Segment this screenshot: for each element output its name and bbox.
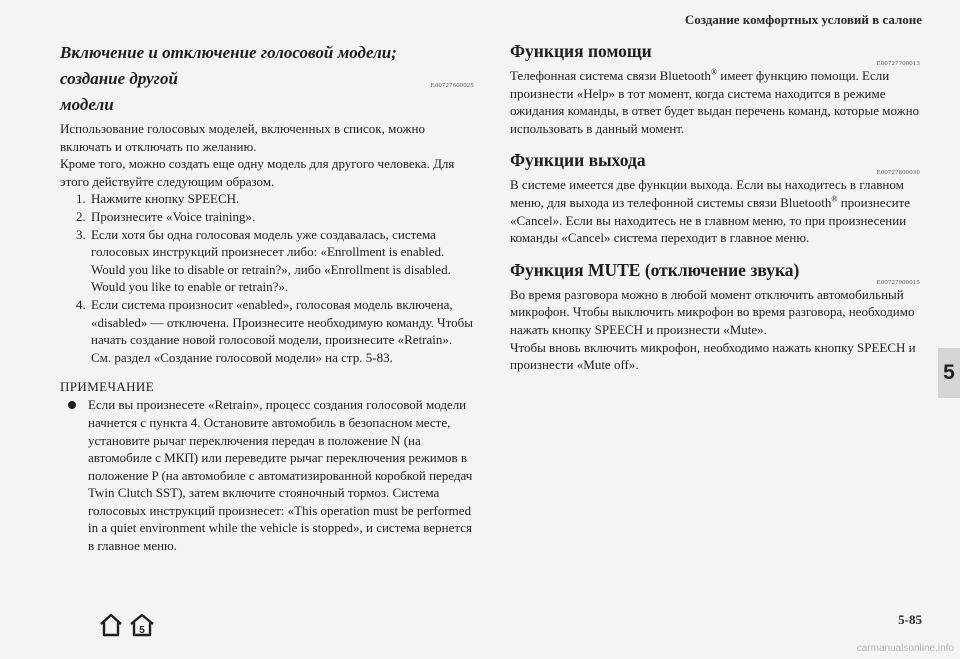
registered-mark: ® bbox=[831, 194, 838, 204]
left-column bbox=[60, 40, 474, 555]
bullet-icon bbox=[68, 401, 76, 409]
step-4: 4. Если система произносит «enabled», голосовая модель включена, «disabled» — отключена. Произнесите необходимую команду. Чтобы начать создание новой голосовой модели, произнесите «Retrain». См. раздел «Создание голосовой модели» на стр. 5-83. bbox=[89, 296, 474, 366]
nav-icons bbox=[98, 612, 156, 638]
help-code: E00727700013 bbox=[876, 60, 920, 67]
voice-model-code: E00727600025 bbox=[430, 82, 474, 89]
step-2: 2. Произнесите «Voice training». bbox=[89, 208, 474, 226]
voice-model-heading bbox=[60, 40, 474, 118]
help-text: Телефонная система связи Bluetooth® имеет функцию помощи. Если произнести «Help» в тот момент, когда система находится в режиме ожидания команды, в ответ будет выдан перечень команд, которые можно использовать в данный момент. bbox=[510, 67, 920, 136]
voice-model-intro-2: Кроме того, можно создать еще одну модель для другого человека. Для этого действуйте следующим образом. bbox=[60, 156, 455, 189]
section-5-icon[interactable] bbox=[128, 612, 156, 638]
voice-model-title bbox=[60, 40, 474, 118]
mute-title: Функция MUTE (отключение звука) bbox=[510, 259, 800, 280]
note-list bbox=[60, 396, 474, 554]
voice-model-title-line2: модели bbox=[60, 95, 114, 114]
mute-text-2: Чтобы вновь включить микрофон, необходимо нажать кнопку SPEECH и произнести «Mute off». bbox=[510, 339, 916, 373]
note-text: Если вы произнесете «Retrain», процесс создания голосовой модели начнется с пункта 4. Остановите автомобиль в безопасном месте, установите рычаг переключения передач в положение N (на автомобиле с МКП) или переведите рычаг переключения режимов в положение P (на автомобиле с автоматизированной коробкой передач Twin Clutch SST), затем включите стояночный тормоз. Система голосовых инструкций произнесет: «This operation must be performed in a quiet environment while the vehicle is stopped», и система вернется в главное меню. bbox=[88, 397, 473, 554]
voice-model-title-line1: Включение и отключение голосовой модели; создание другой bbox=[60, 43, 397, 88]
exit-title: Функции выхода bbox=[510, 150, 646, 171]
help-title: Функция помощи bbox=[510, 41, 652, 61]
step-1: 1. Нажмите кнопку SPEECH. bbox=[89, 190, 474, 208]
help-section bbox=[510, 40, 920, 137]
voice-model-intro-1: Использование голосовых моделей, включенных в список, можно включать и отключать по желанию. bbox=[60, 121, 425, 154]
exit-text: В системе имеется две функции выхода. Если вы находитесь в главном меню, для выхода из телефонной системы связи Bluetooth® произнесите «Cancel». Если вы находитесь не в главном меню, то при произнесении команды «Cancel» система переходит в главное меню. bbox=[510, 177, 910, 246]
home-icon[interactable] bbox=[98, 612, 124, 638]
section-5-label: 5 bbox=[139, 625, 145, 636]
page-number: 5-85 bbox=[898, 612, 922, 627]
note-item bbox=[88, 396, 474, 554]
note-title: ПРИМЕЧАНИЕ bbox=[60, 379, 155, 395]
right-column bbox=[510, 40, 920, 386]
running-header: Создание комфортных условий в салоне bbox=[684, 12, 922, 27]
step-3: 3. Если хотя бы одна голосовая модель уже создавалась, система голосовых инструкций произнесет либо: «Enrollment is enabled. Would you like to disable or retrain?», либо «Enrollment is disabled. Would you like to enable or retrain?». bbox=[89, 226, 474, 296]
watermark: carmanualsonline.info bbox=[856, 643, 954, 654]
mute-text-1: Во время разговора можно в любой момент отключить автомобильный микрофон. Чтобы выключить микрофон во время разговора, необходимо нажать кнопку SPEECH и произнести «Mute». bbox=[510, 286, 915, 337]
chapter-tab: 5 bbox=[938, 348, 960, 398]
voice-model-steps bbox=[60, 190, 474, 366]
mute-section bbox=[510, 259, 920, 374]
registered-mark: ® bbox=[710, 67, 717, 77]
exit-section bbox=[510, 149, 920, 246]
exit-code: E00727800030 bbox=[876, 169, 920, 177]
mute-code: E00727900015 bbox=[876, 278, 920, 286]
